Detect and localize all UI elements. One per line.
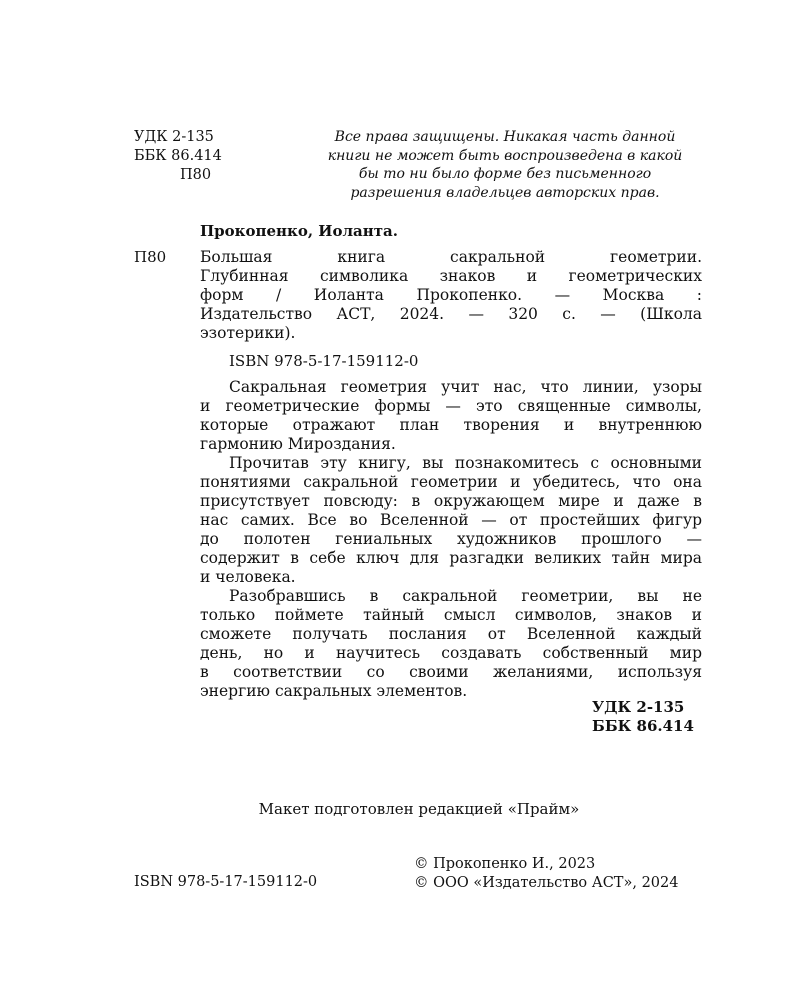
annotation-line: энергию сакральных элементов. [200, 682, 468, 700]
rights-line: Все права защищены. Никакая часть данной [334, 129, 676, 145]
author-mark: П80 [180, 167, 212, 183]
classification-codes-bottom [592, 698, 694, 736]
layout-note: Макет подготовлен редакцией «Прайм» [258, 800, 580, 818]
annotation-line: Прочитав эту книгу, вы познакомитесь с основными [229, 454, 702, 472]
rights-line: разрешения владельцев авторских прав. [350, 184, 660, 201]
annotation-line: которые отражают план творения и внутреннюю [200, 416, 702, 434]
annotation-line: в соответствии со своими желаниями, используя [200, 663, 702, 681]
rights-notice [300, 128, 710, 202]
annotation-line: Разобравшись в сакральной геометрии, вы не [229, 587, 702, 605]
classification-codes-top [134, 128, 222, 185]
annotation-line: гармонию Мироздания. [200, 435, 396, 453]
bib-line: эзотерики). [200, 324, 296, 342]
annotation [200, 378, 702, 701]
isbn-main: ISBN 978-5-17-159112-0 [229, 352, 419, 370]
bib-line: форм / Иоланта Прокопенко. — Москва : [200, 286, 702, 304]
annotation-paragraph-3 [200, 587, 702, 701]
copyright-publisher: © ООО «Издательство АСТ», 2024 [414, 875, 679, 891]
annotation-paragraph-1 [200, 378, 702, 454]
bib-line: Большая книга сакральной геометрии. [200, 248, 702, 266]
author-heading: Прокопенко, Иоланта. [200, 222, 398, 240]
annotation-paragraph-2 [200, 454, 702, 587]
bbk-code: ББК 86.414 [134, 148, 222, 164]
rights-line: книги не может быть воспроизведена в какой [327, 147, 683, 164]
udk-code: УДК 2-135 [134, 129, 214, 145]
bib-line: Издательство АСТ, 2024. — 320 с. — (Школа [200, 305, 702, 323]
annotation-line: присутствует повсюду: в окружающем мире и даже в [200, 492, 702, 510]
annotation-line: и геометрические формы — это священные символы, [200, 397, 702, 415]
bibliographic-record [200, 248, 702, 343]
annotation-line: нас самих. Все во Вселенной — от простейших фигур [200, 511, 702, 529]
annotation-line: Сакральная геометрия учит нас, что линии, узоры [229, 378, 702, 396]
annotation-line: день, но и научитесь создавать собственный мир [200, 644, 702, 662]
annotation-line: сможете получать послания от Вселенной каждый [200, 625, 702, 643]
class-code: П80 [134, 248, 167, 266]
rights-line: бы то ни было форме без письменного [358, 166, 652, 182]
bib-line: Глубинная символика знаков и геометрических [200, 267, 702, 285]
bbk-code-bottom: ББК 86.414 [592, 717, 694, 735]
annotation-line: и человека. [200, 568, 296, 586]
annotation-line: до полотен гениальных художников прошлого — [200, 530, 702, 548]
annotation-line: понятиями сакральной геометрии и убедитесь, что она [200, 473, 702, 491]
annotation-line: только поймете тайный смысл символов, знаков и [200, 606, 702, 624]
annotation-line: содержит в себе ключ для разгадки великих тайн мира [200, 549, 702, 567]
isbn-bottom: ISBN 978-5-17-159112-0 [134, 874, 318, 890]
copyright-block [414, 855, 678, 893]
udk-code-bottom: УДК 2-135 [592, 698, 685, 716]
copyright-author: © Прокопенко И., 2023 [414, 856, 596, 872]
